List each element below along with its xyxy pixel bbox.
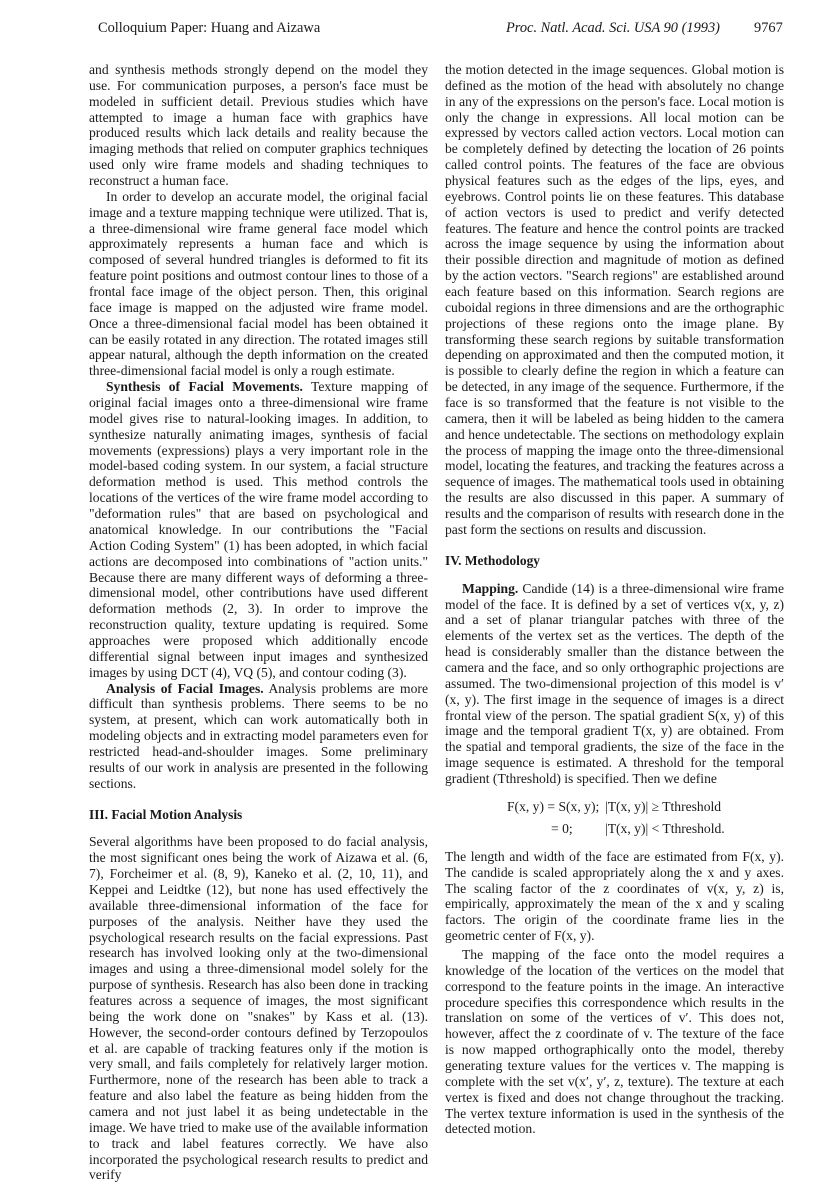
paragraph: In order to develop an accurate model, the original facial image and a texture mapping technique were utilized. That is, a three-dimensional wire frame general face model which approximately represents a human face and which is composed of several hundred triangles is deformed to fit its feature point positions and outmost contour lines to those of a frontal face image of the object person. Then, this original face image is mapped on the adjusted wire frame model. Once a three-dimensional facial model has been obtained it can be easily rotated in any direction. The rotated images still appear natural, although the depth information on the created three-dimensional facial model is only a rough estimate.	[89, 188, 428, 379]
paragraph	[445, 581, 784, 787]
paragraph: The length and width of the face are estimated from F(x, y). The candide is scaled appropriately along the x and y axes. The scaling factor of the z coordinates of v(x, y, z) is, empirically, approximately the mean of the x and y scaling factors. The origin of the coordinate frame lies in the geometric center of F(x, y).	[445, 848, 784, 944]
paragraph-body: Candide (14) is a three-dimensional wire frame model of the face. It is defined by a set of vertices v(x, y, z) and a set of planar triangular patches with three of the elements of the vertex set as the vertices. The depth of the head is considerably smaller than the distance between the camera and the face, and so only orthographic projections are assumed. The two-dimensional projection of this model is v′(x, y). The first image in the sequence of images is a direct frontal view of the person. The spatial gradient S(x, y) of this image and the temporal gradient T(x, y) are obtained. From the spatial and temporal gradients, the size of the face in the image sequence is estimated. A threshold for the temporal gradient (Tthreshold) is specified. Then we define	[445, 580, 784, 786]
equation-lhs: F(x, y) = S(x, y);	[507, 798, 600, 814]
section-heading: IV. Methodology	[445, 552, 540, 568]
equation-lhs: = 0;	[551, 820, 573, 836]
right-column	[445, 62, 784, 1137]
running-title: Colloquium Paper: Huang and Aizawa	[98, 20, 321, 36]
section-heading: III. Facial Motion Analysis	[89, 806, 243, 822]
paragraph	[89, 681, 428, 792]
equation-condition: |T(x, y)| < Tthreshold.	[605, 820, 725, 836]
paragraph: the motion detected in the image sequences. Global motion is defined as the motion of the head with absolutely no change in any of the expressions on the person's face. Local motion is only the change in expressions. All local motion can be expressed by vectors called action vectors. Local motion can be completely defined by detecting the location of 26 points called control points. The features of the face are obvious physical features such as the edges of the lips, eyes, and eyebrows. Control points lie on these features. This database of action vectors is used to predict and verify detected features. The feature and hence the control points are tracked across the image sequence by using the information about their possible direction and magnitude of motion as defined by the action vectors. "Search regions" are established around each feature based on this information. Search regions are cuboidal regions in three dimensions and are the orthographic projections of these regions onto the image plane. By transforming these search regions by suitable transformation depending on approximated and then the computed motion, it is possible to clearly define the region in which a feature can be detected, in any image of the sequence. Furthermore, if the face is so transformed that the feature is not visible to the camera, then it will be labeled as being hidden to the camera and hence undetectable. The sections on methodology explain the process of mapping the image onto the three-dimensional model, locating the features, and tracking the features across a sequence of images. The mathematical tools used in obtaining the results are also discussed in this paper. A summary of results and the comparison of results with research done in the past form the sections on results and discussion.	[445, 62, 784, 537]
left-column	[89, 62, 428, 1183]
equation-condition: |T(x, y)| ≥ Tthreshold	[605, 798, 722, 814]
paragraph: The mapping of the face onto the model requires a knowledge of the location of the vertices on the model that correspond to the feature points in the image. An interactive procedure specifies this correspondence which results in the translation on some of the vertices of v′. This does not, however, affect the z coordinate of v. The texture of the face is now mapped orthographically onto the model, thereby generating texture values for the vertices v. The mapping is complete with the set v(x′, y′, z, texture). The texture at each vertex is fixed and does not change throughout the tracking. The vertex texture information is used in the synthesis of the detected motion.	[445, 946, 784, 1137]
run-in-heading: Synthesis of Facial Movements.	[106, 379, 303, 395]
page-number: 9767	[754, 20, 783, 36]
paragraph: and synthesis methods strongly depend on the model they use. For communication purposes, a person's face must be modeled in sufficient detail. Previous studies which have attempted to image a human face with graphics have produced results which lack details and reality because the imaging methods that relied on computer graphics techniques used only wire frame models and shading techniques to reconstruct a human face.	[89, 62, 428, 189]
paragraph	[89, 379, 428, 680]
run-in-heading: Analysis of Facial Images.	[106, 680, 264, 696]
run-in-heading: Mapping.	[462, 580, 519, 596]
paragraph: Several algorithms have been proposed to do facial analysis, the most significant ones being the work of Aizawa et al. (6, 7), Forcheimer et al. (8, 9), Kaneko et al. (2, 10, 11), and Keppei and Leidtke (12), but none has used effectively the available three-dimensional information of the face for purposes of the analysis. Neither have they used the psychological research results on the facial expressions. Past research has involved looking only at the two-dimensional images and using a three-dimensional model solely for the purpose of synthesis. Research has also been done in tracking features across a sequence of images, the most significant being the work done on "snakes" by Kass et al. (13). However, the second-order contours defined by Terzopoulos et al. are capable of tracking features only if the motion is very small, and fails completely for relatively larger motion. Furthermore, none of the research has been able to track a feature and also label the feature as being hidden from the camera and not just label it as being undetectable in the image. We have tried to make use of the available information to track and label features correctly. We have also incorporated the psychological research results to predict and verify	[89, 834, 428, 1183]
page-header	[0, 20, 816, 42]
journal-citation: Proc. Natl. Acad. Sci. USA 90 (1993)	[506, 20, 720, 36]
paragraph-body: Analysis problems are more difficult than synthesis problems. There seems to be no system, at present, which can work automatically both in modeling objects and in extracting model parameters even for restricted head-and-shoulder images. Some preliminary results of our work in analysis are presented in the following sections.	[89, 680, 428, 791]
paragraph-body: Texture mapping of original facial images onto a three-dimensional wire frame model gives rise to natural-looking images. In addition, to synthesize naturally animating images, synthesis of facial movements (expressions) plays a very important role in the model-based coding system. In our system, a facial structure deformation method is used. This method controls the locations of the vertices of the wire frame model according to "deformation rules" that are based on psychological and anatomical knowledge. In our contributions the "Facial Action Coding System" (1) has been adopted, in which facial actions are decomposed into combinations of "action units." Because there are many different ways of deforming a three-dimensional model, other contributions have used different deformation methods (2, 3). In order to improve the reconstruction quality, texture updating is required. Some approaches were proposed which additionally encode differential signal between input images and synthesized images by using DCT (4), VQ (5), and contour coding (3).	[89, 379, 428, 680]
equation	[445, 796, 784, 840]
